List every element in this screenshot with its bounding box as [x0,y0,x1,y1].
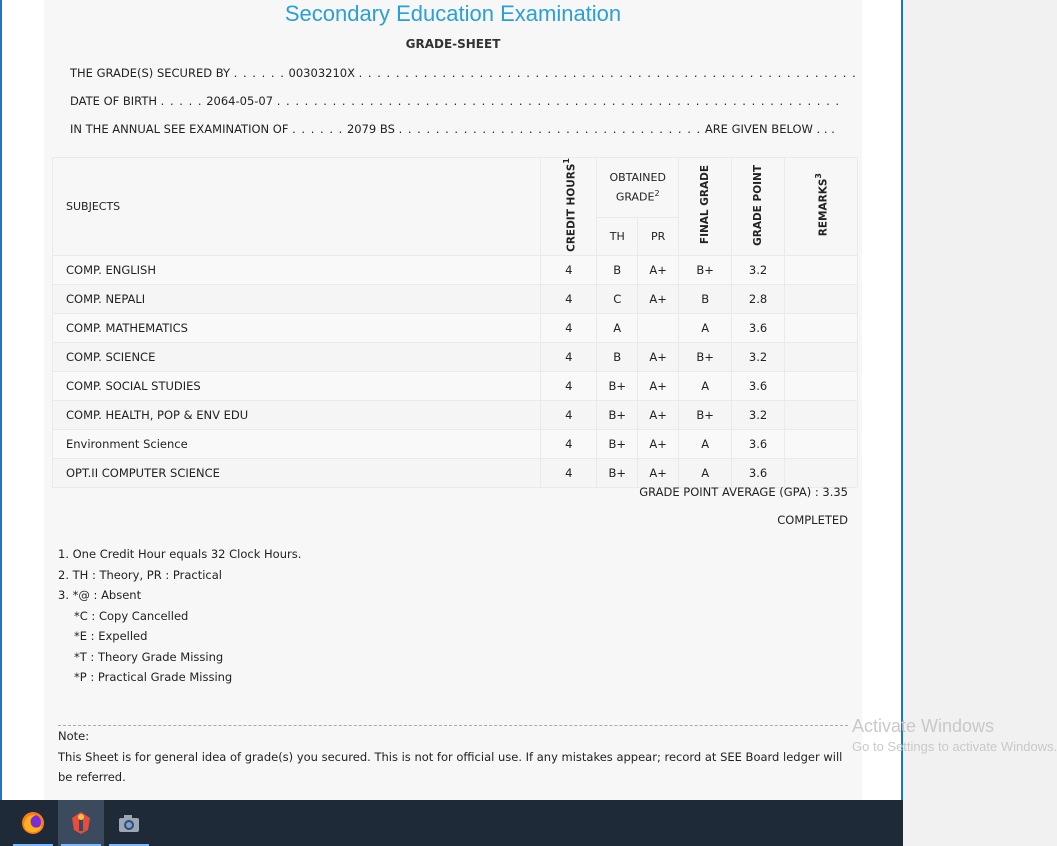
remarks [785,371,858,400]
practical-grade: A+ [638,458,679,487]
grade-point: 3.2 [732,255,785,284]
practical-grade: A+ [638,400,679,429]
credit-hours: 4 [541,255,597,284]
credit-hours: 4 [541,458,597,487]
legend-item: *T : Theory Grade Missing [74,649,224,664]
subject-name: OPT.II COMPUTER SCIENCE [53,458,541,487]
subject-name: Environment Science [53,429,541,458]
dob-label: DATE OF BIRTH [70,94,158,108]
remarks [785,284,858,313]
header-final-grade: FINAL GRADE [679,158,732,256]
final-grade: B+ [679,255,732,284]
theory-grade: B+ [597,429,638,458]
credit-hours: 4 [541,371,597,400]
taskbar [0,800,903,846]
grade-point: 3.2 [732,400,785,429]
remarks [785,313,858,342]
theory-grade: B+ [597,400,638,429]
credit-hours: 4 [541,400,597,429]
header-subjects: SUBJECTS [53,158,541,256]
legend-item: 3. *@ : Absent [58,588,142,602]
grade-table-body [53,255,858,487]
table-row [53,458,858,487]
header-obtained-grade: OBTAINED GRADE$^2$ [597,158,679,218]
subject-name: COMP. HEALTH, POP & ENV EDU [53,400,541,429]
note-divider [58,725,848,726]
final-grade: A [679,458,732,487]
grade-point: 3.6 [732,371,785,400]
table-row [53,313,858,342]
camera-icon [116,810,142,836]
note-body: This Sheet is for general idea of grade(s) you secured. This is not for official use. If any mistakes appear; record at SEE Board ledger will be referred. [58,750,843,784]
grade-table [52,157,858,488]
practical-grade: A+ [638,255,679,284]
credit-hours: 4 [541,284,597,313]
grade-point: 3.6 [732,313,785,342]
legend-item: *C : Copy Cancelled [74,608,189,623]
result-status: COMPLETED [777,513,848,527]
watermark-line2: Go to Settings to activate Windows. [852,739,1057,754]
credit-hours: 4 [541,342,597,371]
final-grade: A [679,371,732,400]
practical-grade: A+ [638,342,679,371]
practical-grade: A+ [638,284,679,313]
app-icon [68,810,94,836]
table-row [53,371,858,400]
page-subtitle: GRADE-SHEET [405,37,501,51]
legend-item: *E : Expelled [74,629,148,643]
practical-grade: A+ [638,371,679,400]
gpa-line [639,485,848,499]
table-row [53,400,858,429]
theory-grade: B+ [597,371,638,400]
remarks [785,255,858,284]
remarks [785,458,858,487]
legend [58,544,301,688]
header-credit-hours: CREDIT HOURS$^1$ [541,158,597,256]
exam-label: IN THE ANNUAL SEE EXAMINATION OF [70,122,289,136]
table-row [53,342,858,371]
gpa-value: 3.35 [822,485,848,499]
header-grade-point: GRADE POINT [732,158,785,256]
secured-by-line: THE GRADE(S) SECURED BY . . . . . . 00303210X . . . . . . . . . . . . . . . . . . . . . . . . . . . . . . . . . . . . . . . . . . . . . . . . . . . . . . [70,66,857,80]
credit-hours: 4 [541,313,597,342]
remarks [785,429,858,458]
taskbar-app[interactable] [58,800,104,846]
grade-point: 3.6 [732,429,785,458]
final-grade: A [679,313,732,342]
legend-item: *P : Practical Grade Missing [74,670,233,684]
gpa-label: GRADE POINT AVERAGE (GPA) : [639,485,819,499]
remarks [785,400,858,429]
subject-name: COMP. ENGLISH [53,255,541,284]
date-of-birth: 2064-05-07 [206,94,274,108]
secured-by-label: THE GRADE(S) SECURED BY [70,66,231,80]
taskbar-firefox[interactable] [10,800,56,846]
grade-point: 3.6 [732,458,785,487]
symbol-number: 00303210X [288,66,355,80]
taskbar-camera[interactable] [106,800,152,846]
header-th: TH [597,217,638,255]
table-row [53,429,858,458]
grade-sheet [44,0,862,800]
exam-year: 2079 BS [346,122,395,136]
subject-name: COMP. SOCIAL STUDIES [53,371,541,400]
practical-grade [638,313,679,342]
subject-name: COMP. SCIENCE [53,342,541,371]
theory-grade: A [597,313,638,342]
note-title: Note: [58,729,90,743]
header-remarks: REMARKS$^3$ [785,158,858,256]
remarks [785,342,858,371]
theory-grade: B [597,342,638,371]
practical-grade: A+ [638,429,679,458]
watermark-line1: Activate Windows [852,716,995,736]
theory-grade: B+ [597,458,638,487]
final-grade: B [679,284,732,313]
credit-hours: 4 [541,429,597,458]
grade-point: 3.2 [732,342,785,371]
subject-name: COMP. MATHEMATICS [53,313,541,342]
table-row [53,255,858,284]
final-grade: B+ [679,400,732,429]
legend-item: 2. TH : Theory, PR : Practical [58,567,222,582]
dob-line: DATE OF BIRTH . . . . . 2064-05-07 . . . . . . . . . . . . . . . . . . . . . . . . . . . . . . . . . . . . . . . . . . . . . . . . . . . . . . . . . . . . . [70,94,841,108]
legend-item: 1. One Credit Hour equals 32 Clock Hours. [58,547,302,561]
activation-watermark [852,716,1057,754]
table-row [53,284,858,313]
subject-name: COMP. NEPALI [53,284,541,313]
theory-grade: B [597,255,638,284]
table-header-row [53,158,858,218]
theory-grade: C [597,284,638,313]
final-grade: A [679,429,732,458]
header-pr: PR [638,217,679,255]
firefox-icon [20,810,46,836]
grade-point: 2.8 [732,284,785,313]
exam-line: IN THE ANNUAL SEE EXAMINATION OF . . . . . . 2079 BS . . . . . . . . . . . . . . . . . . . . . . . . . . . . . . . . . ARE GIVEN BELOW . . . [70,122,835,136]
page-title: Secondary Education Examination [284,1,622,26]
exam-suffix: ARE GIVEN BELOW . . . [704,122,835,136]
final-grade: B+ [679,342,732,371]
